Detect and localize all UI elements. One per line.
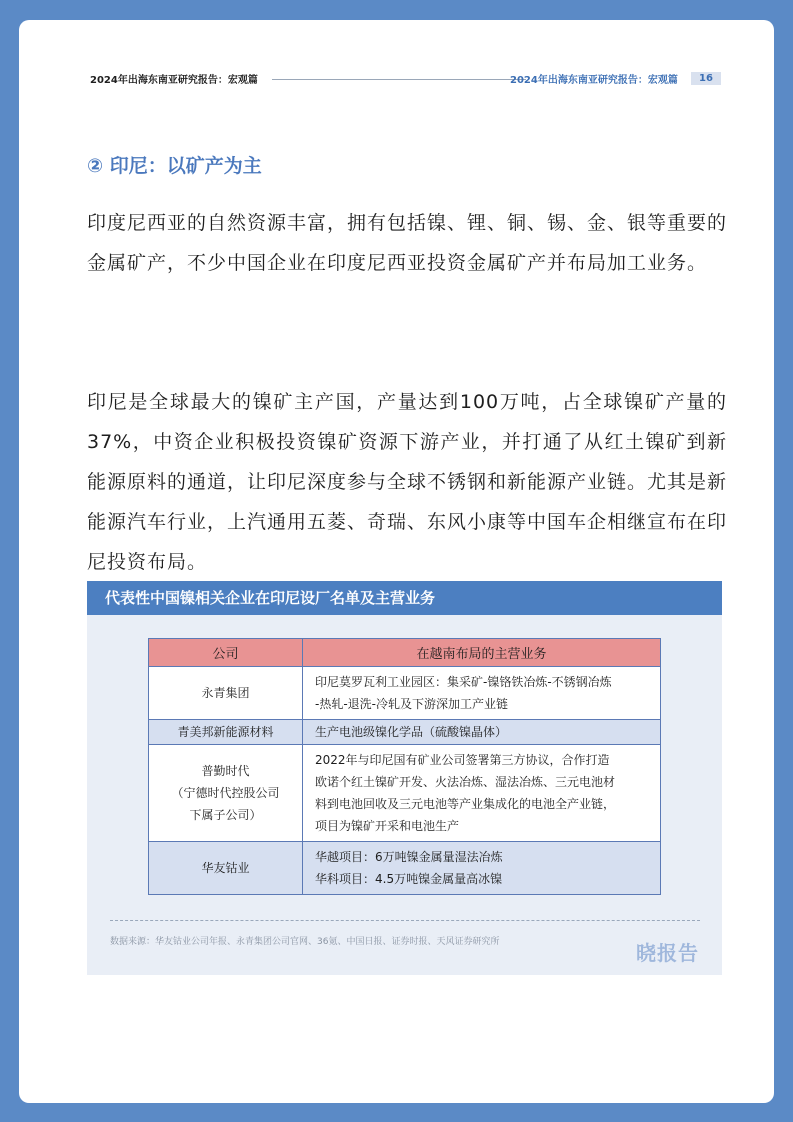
company-name: 华友钴业: [201, 861, 250, 875]
business-line: 2022年与印尼国有矿业公司签署第三方协议，合作打造: [315, 753, 610, 767]
table-header-row: [149, 639, 661, 667]
company-cell: [149, 720, 303, 745]
business-cell: [303, 720, 661, 745]
business-line: 华科项目：4.5万吨镍金属量高冰镍: [315, 872, 503, 886]
business-line: 华越项目：6万吨镍金属量湿法冶炼: [315, 850, 503, 864]
business-line: 项目为镍矿开采和电池生产: [315, 819, 460, 833]
business-line: 料到电池回收及三元电池等产业集成化的电池全产业链，: [315, 797, 616, 811]
business-line: 欧诺个红土镍矿开发、火法冶炼、湿法冶炼、三元电池材: [315, 775, 616, 789]
table-row: [149, 842, 661, 895]
company-cell: [149, 667, 303, 720]
paragraph-1: 印度尼西亚的自然资源丰富，拥有包括镍、锂、铜、锡、金、银等重要的金属矿产，不少中国企业在印度尼西亚投资金属矿产并布局加工业务。: [87, 212, 728, 274]
business-cell: [303, 667, 661, 720]
page: [19, 20, 774, 1103]
company-cell: [149, 745, 303, 842]
source-divider: [110, 920, 700, 921]
company-cell: [149, 842, 303, 895]
business-cell: [303, 745, 661, 842]
company-name: 青美邦新能源材料: [177, 725, 274, 739]
business-line: 印尼莫罗瓦利工业园区：集采矿-镍铬铁冶炼-不锈钢冶炼: [315, 675, 612, 689]
brand-logo: 晓报告: [636, 941, 699, 965]
section-title: ② 印尼：以矿产为主: [87, 155, 262, 177]
header-title-left: 2024年出海东南亚研究报告：宏观篇: [90, 75, 258, 86]
business-cell: [303, 842, 661, 895]
business-line: 生产电池级镍化学品（硫酸镍晶体）: [315, 725, 508, 739]
table-row: [149, 720, 661, 745]
company-name-note: 下属子公司）: [189, 808, 262, 822]
column-header-company: 公司: [149, 639, 303, 667]
company-name: 永青集团: [201, 686, 250, 700]
table-row: [149, 667, 661, 720]
header-title-right: 2024年出海东南亚研究报告：宏观篇: [510, 75, 678, 86]
company-name-note: （宁德时代控股公司: [171, 786, 280, 800]
header-divider: [272, 79, 526, 80]
figure-box: [87, 581, 722, 975]
paragraph-2: 印尼是全球最大的镍矿主产国，产量达到100万吨，占全球镍矿产量的37%，中资企业积极投资镍矿资源下游产业，并打通了从红土镍矿到新能源原料的通道，让印尼深度参与全球不锈钢和新能源产业链。尤其是新能源汽车行业，上汽通用五菱、奇瑞、东风小康等中国车企相继宣布在印尼投资布局。: [87, 391, 728, 573]
table-row: [149, 745, 661, 842]
column-header-business: 在越南布局的主营业务: [303, 639, 661, 667]
company-table: [148, 638, 661, 895]
figure-title: 代表性中国镍相关企业在印尼设厂名单及主营业务: [87, 581, 722, 615]
page-number: 16: [691, 72, 721, 85]
business-line: -热轧-退洗-冷轧及下游深加工产业链: [315, 697, 508, 711]
source-note: 数据来源：华友钴业公司年报、永青集团公司官网、36氪、中国日报、证券时报、天风证券研究所: [110, 937, 500, 947]
company-name: 普勤时代: [201, 764, 250, 778]
